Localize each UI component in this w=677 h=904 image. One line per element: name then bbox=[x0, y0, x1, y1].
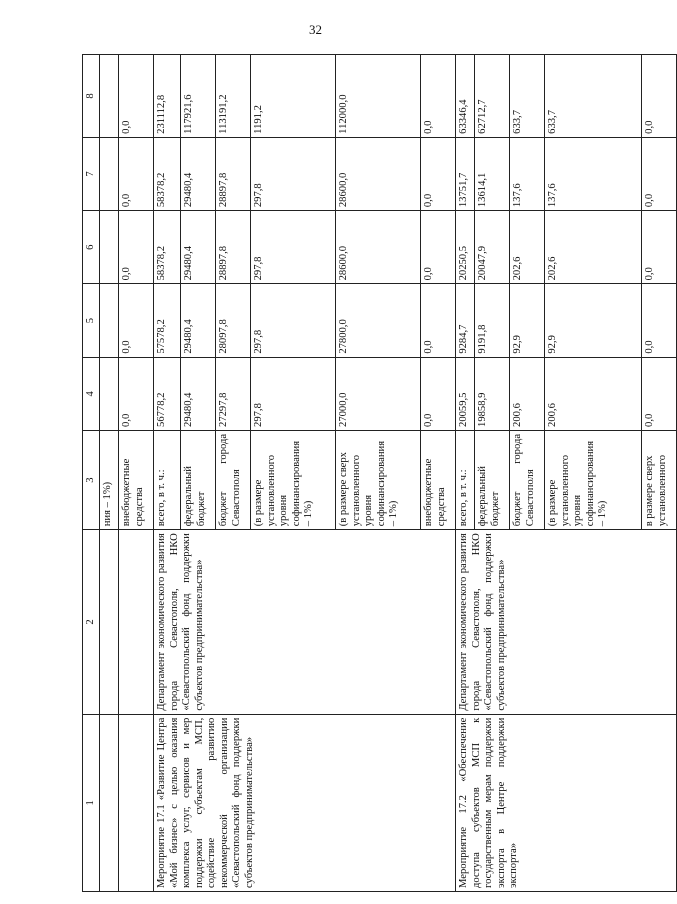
value-cell: 0,0 bbox=[119, 211, 154, 284]
value-cell: 202,6 bbox=[545, 211, 642, 284]
value-cell: 0,0 bbox=[421, 137, 456, 210]
value-cell: 58378,2 bbox=[154, 211, 181, 284]
value-cell: 297,8 bbox=[251, 284, 336, 357]
page-number: 32 bbox=[309, 22, 322, 37]
funding-source: внебюджетные средства bbox=[421, 430, 456, 529]
value-cell: 113191,2 bbox=[216, 55, 251, 138]
value-cell: 92,9 bbox=[510, 284, 545, 357]
value-cell: 27000,0 bbox=[336, 357, 421, 430]
column-header: 6 bbox=[83, 211, 100, 284]
table-row bbox=[456, 55, 475, 892]
funding-source: в размере сверх установленного bbox=[642, 430, 677, 529]
value-cell: 92,9 bbox=[545, 284, 642, 357]
value-cell: 0,0 bbox=[642, 211, 677, 284]
value-cell: 28897,8 bbox=[216, 211, 251, 284]
value-cell: 0,0 bbox=[119, 55, 154, 138]
funding-source: (в размере установленного уровня софинансирования – 1%) bbox=[545, 430, 642, 529]
column-header: 1 bbox=[83, 714, 100, 891]
value-cell: 27297,8 bbox=[216, 357, 251, 430]
table-header-row bbox=[83, 55, 100, 892]
funding-source: федеральный бюджет bbox=[475, 430, 510, 529]
funding-source: внебюджетные средства bbox=[119, 430, 154, 529]
value-cell: 28600,0 bbox=[336, 137, 421, 210]
value-cell: 633,7 bbox=[545, 55, 642, 138]
value-cell: 58378,2 bbox=[154, 137, 181, 210]
event-executor: Департамент экономического развития города Севастополя, НКО «Севастопольский фонд поддержки субъектов предпринимательства» bbox=[154, 530, 456, 714]
value-cell: 29480,4 bbox=[181, 357, 216, 430]
value-cell: 20059,5 bbox=[456, 357, 475, 430]
table-row bbox=[100, 55, 119, 892]
value-cell: 27800,0 bbox=[336, 284, 421, 357]
value-cell: 200,6 bbox=[510, 357, 545, 430]
value-cell: 56778,2 bbox=[154, 357, 181, 430]
value-cell: 137,6 bbox=[510, 137, 545, 210]
value-cell: 28097,8 bbox=[216, 284, 251, 357]
value-cell: 297,8 bbox=[251, 357, 336, 430]
value-cell: 0,0 bbox=[421, 284, 456, 357]
value-cell: 0,0 bbox=[119, 357, 154, 430]
funding-source: федеральный бюджет bbox=[181, 430, 216, 529]
event-name: Мероприятие 17.1 «Развитие Центра «Мой бизнес» с целью оказания комплекса услуг, сервисов и мер поддержки субъектам МСП, содействие развитию некоммерческой организации «Севастопольский фонд поддержки субъектов предпринимательства» bbox=[154, 714, 456, 891]
value-cell: 117921,6 bbox=[181, 55, 216, 138]
value-cell: 1191,2 bbox=[251, 55, 336, 138]
value-cell: 0,0 bbox=[421, 211, 456, 284]
value-cell: 57578,2 bbox=[154, 284, 181, 357]
value-cell: 200,6 bbox=[545, 357, 642, 430]
column-header: 4 bbox=[83, 357, 100, 430]
column-header: 8 bbox=[83, 55, 100, 138]
funding-source: бюджет города Севастополя bbox=[510, 430, 545, 529]
column-header: 2 bbox=[83, 530, 100, 714]
value-cell: 29480,4 bbox=[181, 284, 216, 357]
value-cell: 0,0 bbox=[642, 55, 677, 138]
value-cell: 9191,8 bbox=[475, 284, 510, 357]
value-cell: 0,0 bbox=[421, 55, 456, 138]
value-cell: 297,8 bbox=[251, 137, 336, 210]
value-cell: 13751,7 bbox=[456, 137, 475, 210]
value-cell: 29480,4 bbox=[181, 211, 216, 284]
value-cell: 0,0 bbox=[642, 284, 677, 357]
value-cell: 0,0 bbox=[119, 284, 154, 357]
value-cell: 633,7 bbox=[510, 55, 545, 138]
value-cell: 297,8 bbox=[251, 211, 336, 284]
value-cell: 13614,1 bbox=[475, 137, 510, 210]
value-cell: 29480,4 bbox=[181, 137, 216, 210]
value-cell: 231112,8 bbox=[154, 55, 181, 138]
value-cell: 112000,0 bbox=[336, 55, 421, 138]
column-header: 3 bbox=[83, 430, 100, 529]
funding-source: бюджет города Севастополя bbox=[216, 430, 251, 529]
continuation-text: ния – 1%) bbox=[100, 430, 119, 529]
value-cell: 19858,9 bbox=[475, 357, 510, 430]
value-cell: 0,0 bbox=[642, 357, 677, 430]
event-name: Мероприятие 17.2 «Обеспечение доступа субъектов МСП к государственным мерам поддержки экспорта в Центре поддержки экспорта» bbox=[456, 714, 677, 891]
value-cell: 137,6 bbox=[545, 137, 642, 210]
value-cell: 20047,9 bbox=[475, 211, 510, 284]
column-header: 5 bbox=[83, 284, 100, 357]
value-cell: 0,0 bbox=[119, 137, 154, 210]
budget-table bbox=[82, 54, 677, 892]
funding-source: (в размере установленного уровня софинансирования – 1%) bbox=[251, 430, 336, 529]
table-row bbox=[154, 55, 181, 892]
event-executor: Департамент экономического развития города Севастополя, НКО «Севастопольский фонд поддержки субъектов предпринимательства» bbox=[456, 530, 677, 714]
value-cell: 28600,0 bbox=[336, 211, 421, 284]
column-header: 7 bbox=[83, 137, 100, 210]
funding-source: всего, в т. ч.: bbox=[154, 430, 181, 529]
value-cell: 0,0 bbox=[421, 357, 456, 430]
funding-source: (в размере сверх установленного уровня софинансирования – 1%) bbox=[336, 430, 421, 529]
rotated-table-container bbox=[82, 54, 668, 892]
value-cell: 9284,7 bbox=[456, 284, 475, 357]
value-cell: 63346,4 bbox=[456, 55, 475, 138]
value-cell: 202,6 bbox=[510, 211, 545, 284]
value-cell: 20250,5 bbox=[456, 211, 475, 284]
value-cell: 28897,8 bbox=[216, 137, 251, 210]
table-row bbox=[119, 55, 154, 892]
value-cell: 62712,7 bbox=[475, 55, 510, 138]
funding-source: всего, в т. ч.: bbox=[456, 430, 475, 529]
value-cell: 0,0 bbox=[642, 137, 677, 210]
